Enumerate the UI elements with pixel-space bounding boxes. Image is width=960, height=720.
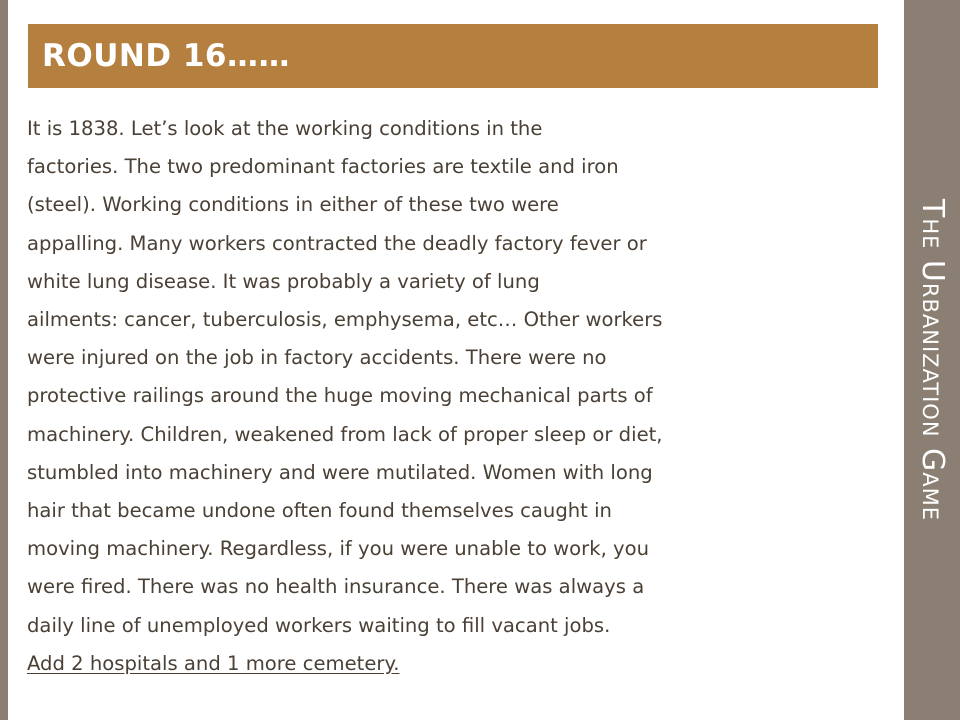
left-accent-bar (0, 0, 8, 720)
title-banner (28, 24, 878, 88)
body-line: It is 1838. Let’s look at the working conditions in the (27, 117, 543, 140)
slide-title: ROUND 16…… (42, 38, 291, 74)
body-line: machinery. Children, weakened from lack of proper sleep or diet, (27, 422, 663, 446)
body-line: ailments: cancer, tuberculosis, emphysema, etc… Other workers (27, 308, 663, 332)
side-title-container (904, 0, 960, 720)
body-line: stumbled into machinery and were mutilated. Women with long (27, 460, 653, 484)
body-line: white lung disease. It was probably a variety of lung (27, 269, 540, 293)
body-line: moving machinery. Regardless, if you were unable to work, you (27, 537, 650, 561)
body-line: appalling. Many workers contracted the deadly factory fever or (27, 231, 647, 255)
body-text (27, 110, 889, 683)
call-to-action: Add 2 hospitals and 1 more cemetery. (27, 651, 400, 675)
body-line: hair that became undone often found themselves caught in (27, 499, 612, 523)
body-line: protective railings around the huge moving mechanical parts of (27, 384, 653, 408)
side-title: The Urbanization Game (915, 198, 950, 522)
body-line: factories. The two predominant factories are textile and iron (27, 155, 619, 179)
body-line: daily line of unemployed workers waiting to fill vacant jobs. (27, 613, 611, 637)
body-line: (steel). Working conditions in either of these two were (27, 193, 559, 217)
body-line: were injured on the job in factory accidents. There were no (27, 346, 607, 370)
body-line: were fired. There was no health insurance. There was always a (27, 575, 645, 599)
